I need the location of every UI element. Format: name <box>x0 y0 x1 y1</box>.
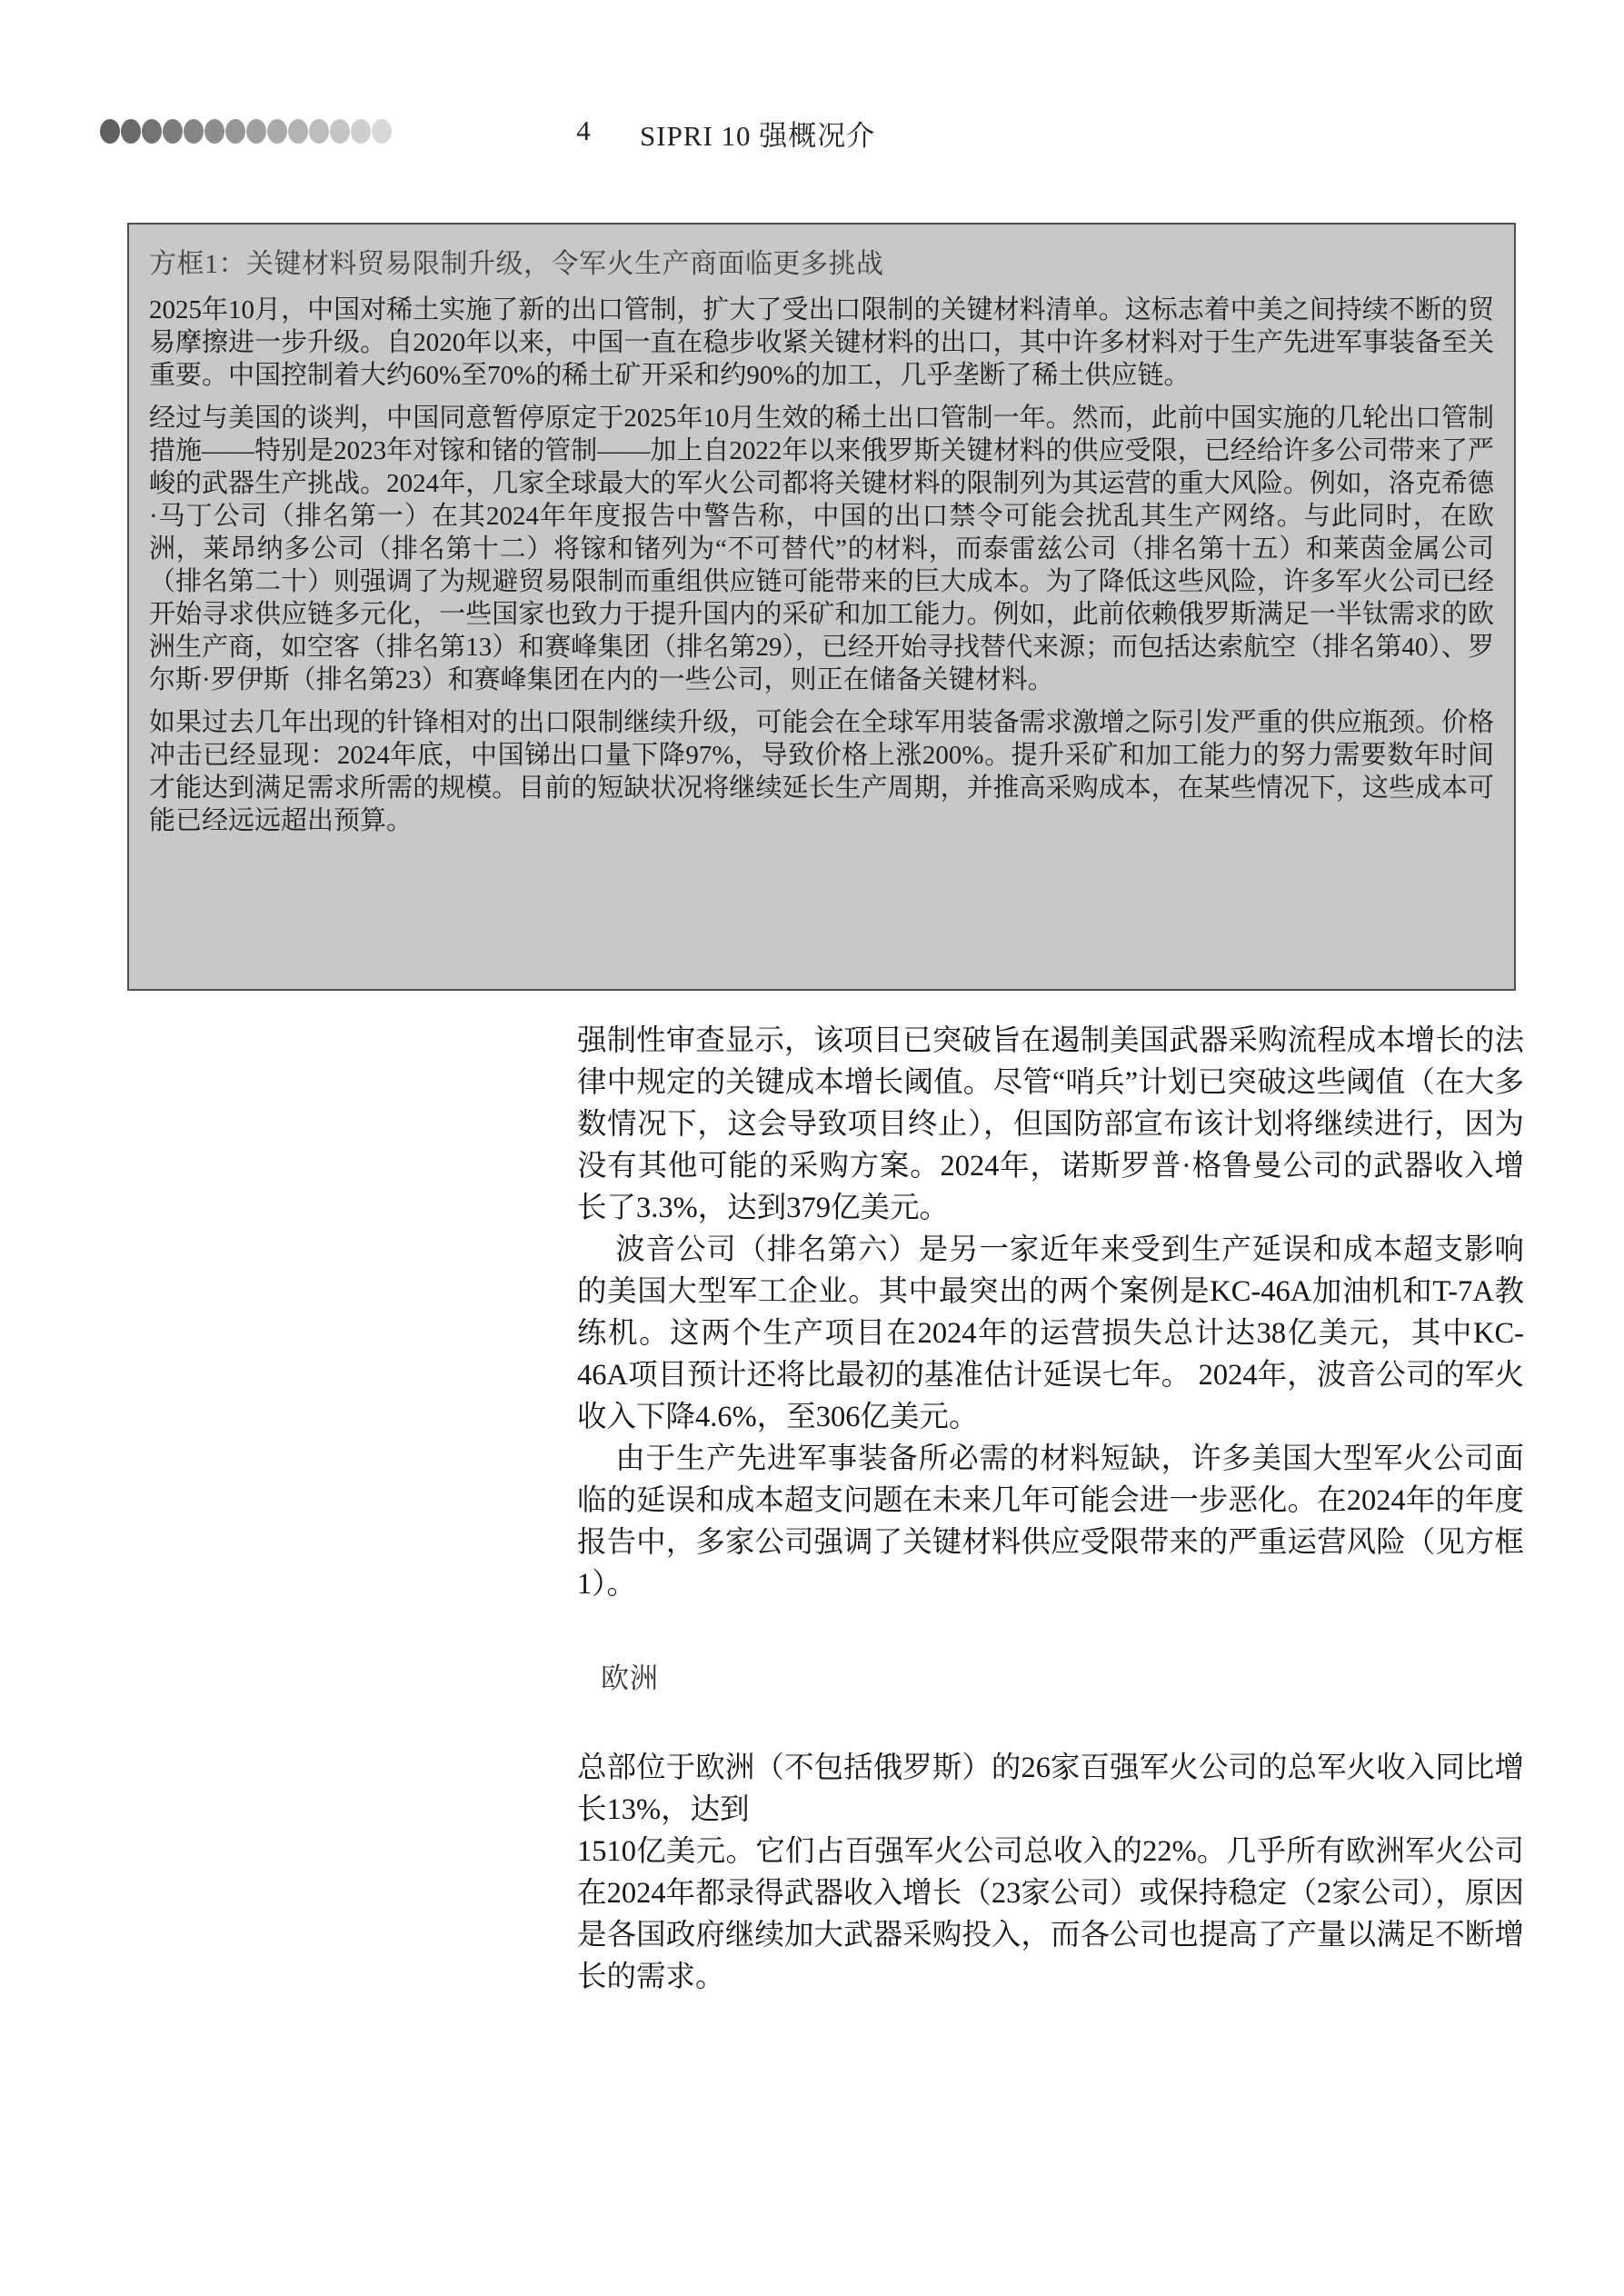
box1-paragraph-3: 如果过去几年出现的针锋相对的出口限制继续升级，可能会在全球军用装备需求激增之际引发严重的供应瓶颈。价格冲击已经显现：2024年底，中国锑出口量下降97%，导致价格上涨200%。提升采矿和加工能力的努力需要数年时间才能达到满足需求所需的规模。目前的短缺状况将继续延长生产周期，并推高采购成本，在某些情况下，这些成本可能已经远远超出预算。 <box>149 708 1494 835</box>
europe-paragraph-line1: 总部位于欧洲（不包括俄罗斯）的26家百强军火公司的总军火收入同比增长13%，达到 <box>577 1752 1524 1826</box>
box1-paragraph-2: 经过与美国的谈判，中国同意暂停原定于2025年10月生效的稀土出口管制一年。然而，此前中国实施的几轮出口管制措施——特别是2023年对镓和锗的管制——加上自2022年以来俄罗斯关键材料的供应受限，已经给许多公司带来了严峻的武器生产挑战。2024年，几家全球最大的军火公司都将关键材料的限制列为其运营的重大风险。例如，洛克希德·马丁公司（排名第一）在其2024年年度报告中警告称，中国的出口禁令可能会扰乱其生产网络。与此同时，在欧洲，莱昂纳多公司（排名第十二）将镓和锗列为“不可替代”的材料，而泰雷兹公司（排名第十五）和莱茵金属公司（排名第二十）则强调了为规避贸易限制而重组供应链可能带来的巨大成本。为了降低这些风险，许多军火公司已经开始寻求供应链多元化，一些国家也致力于提升国内的采矿和加工能力。例如，此前依赖俄罗斯满足一半钛需求的欧洲生产商，如空客（排名第13）和赛峰集团（排名第29），已经开始寻找替代来源；而包括达索航空（排名第40）、罗尔斯·罗伊斯（排名第23）和赛峰集团在内的一些公司，则正在储备关键材料。 <box>149 404 1494 694</box>
gradient-dot-icon <box>142 119 162 144</box>
section-heading-europe: 欧洲 <box>601 1662 659 1694</box>
europe-paragraph-rest: 1510亿美元。它们占百强军火公司总收入的22%。几乎所有欧洲军火公司在2024年都录得武器收入增长（23家公司）或保持稳定（2家公司），原因是各国政府继续加大武器采购投入，而各公司也提高了产量以满足不断增长的需求。 <box>577 1835 1524 1993</box>
gradient-dot-icon <box>246 119 266 144</box>
main-text-column <box>577 1020 1524 1998</box>
page-number: 4 <box>576 115 591 146</box>
gradient-dot-icon <box>267 119 287 144</box>
gradient-dot-icon <box>100 119 120 144</box>
gradient-dot-icon <box>225 119 245 144</box>
box1-critical-materials <box>127 223 1516 991</box>
header-title: SIPRI 10 强概况介 <box>640 120 876 152</box>
body-paragraph-boeing: 波音公司（排名第六）是另一家近年来受到生产延误和成本超支影响的美国大型军工企业。其中最突出的两个案例是KC-46A加油机和T-7A教练机。这两个生产项目在2024年的运营损失总计达38亿美元，其中KC-46A项目预计还将比最初的基准估计延误七年。 2024年，波音公司的军火收入下降4.6%，至306亿美元。 <box>577 1233 1524 1433</box>
body-paragraph-sentinel: 强制性审查显示，该项目已突破旨在遏制美国武器采购流程成本增长的法律中规定的关键成本增长阈值。尽管“哨兵”计划已突破这些阈值（在大多数情况下，这会导致项目终止），但国防部宣布该计划将继续进行，因为没有其他可能的采购方案。2024年，诺斯罗普·格鲁曼公司的武器收入增长了3.3%，达到379亿美元。 <box>577 1024 1524 1224</box>
gradient-dot-icon <box>309 119 329 144</box>
gradient-dot-icon <box>330 119 350 144</box>
body-paragraph-shortages: 由于生产先进军事装备所必需的材料短缺，许多美国大型军火公司面临的延误和成本超支问题在未来几年可能会进一步恶化。在2024年的年度报告中，多家公司强调了关键材料供应受限带来的严重运营风险（见方框1）。 <box>577 1442 1524 1601</box>
gradient-dot-icon <box>288 119 308 144</box>
box1-title: 方框1：关键材料贸易限制升级，令军火生产商面临更多挑战 <box>149 249 884 279</box>
body-paragraph-europe <box>577 1747 1524 1998</box>
gradient-dot-icon <box>351 119 371 144</box>
gradient-dot-icon <box>204 119 224 144</box>
gradient-dot-icon <box>372 119 392 144</box>
header-dots-decoration <box>100 119 393 144</box>
gradient-dot-icon <box>121 119 141 144</box>
gradient-dot-icon <box>163 119 183 144</box>
gradient-dot-icon <box>184 119 204 144</box>
box1-paragraph-1: 2025年10月，中国对稀土实施了新的出口管制，扩大了受出口限制的关键材料清单。这标志着中美之间持续不断的贸易摩擦进一步升级。自2020年以来，中国一直在稳步收紧关键材料的出口，其中许多材料对于生产先进军事装备至关重要。中国控制着大约60%至70%的稀土矿开采和约90%的加工，几乎垄断了稀土供应链。 <box>149 295 1494 390</box>
